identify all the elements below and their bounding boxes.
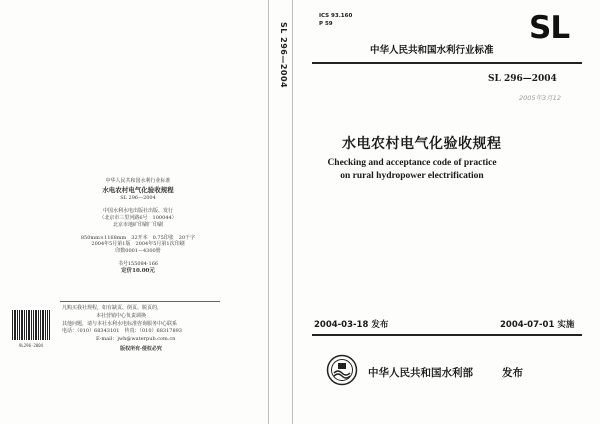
colophon-code: SL 296—2004 xyxy=(120,194,156,201)
issue-date: 2004-03-18 发布 xyxy=(314,320,389,330)
standard-code: SL 296—2004 xyxy=(488,74,557,84)
colophon-price: 定价10.00元 xyxy=(121,267,155,274)
notice-line: 凡购买我社规程，如有缺页、倒页、脱页的， xyxy=(62,305,163,311)
colophon-print-run: 印数0001—4300册 xyxy=(115,248,161,255)
colophon-edition: 2004年5月第1版 2004年5月第1次印刷 xyxy=(91,241,185,248)
notice-line: 电话：（010）68343101 传真：（010）68317893 xyxy=(62,328,182,335)
sl-logo: SL xyxy=(529,10,570,46)
standard-category: 中华人民共和国水利行业标准 xyxy=(370,45,494,56)
front-cover xyxy=(292,0,600,424)
spine-left-edge xyxy=(268,0,269,424)
barcode-number: 9L296-2004 xyxy=(18,343,44,348)
ccs-code: P 59 xyxy=(319,20,333,27)
spine-code: SL 296—2004 xyxy=(279,22,288,89)
title-english-line: Checking and acceptance code of practice xyxy=(327,158,497,168)
colophon-book-number: 书号155084·166 xyxy=(117,260,159,267)
publisher-name: 中华人民共和国水利部 xyxy=(368,367,473,379)
colophon-spec: 850mm×1168mm 32开本 0.75印张 20千字 xyxy=(80,234,196,241)
handwritten-note: 2005年3月12 xyxy=(519,94,561,102)
implementation-date: 2004-07-01 实施 xyxy=(500,320,575,330)
colophon xyxy=(70,178,206,275)
colophon-publisher: 中国水利水电出版社出版、发行 xyxy=(102,208,173,215)
ministry-emblem-icon xyxy=(326,354,358,386)
colophon-divider xyxy=(60,301,220,302)
publish-label: 发布 xyxy=(502,367,523,379)
title-english xyxy=(322,157,502,184)
back-cover xyxy=(0,0,268,424)
header-rule xyxy=(312,62,582,64)
notice-line: 本社营销中心负责调换 xyxy=(96,312,147,319)
notice-line: E-mail：jwh@waterpub.com.cn xyxy=(96,336,176,342)
colophon-title: 水电农村电气化验收规程 xyxy=(102,185,174,194)
title-english-line: on rural hydropower electrification xyxy=(340,171,484,182)
colophon-printer: 北京市地矿印刷厂印刷 xyxy=(112,221,163,228)
title-chinese: 水电农村电气化验收规程 xyxy=(342,136,502,152)
ics-code: ICS 93.160 xyxy=(319,13,353,19)
classification-codes xyxy=(319,13,352,29)
colophon-series: 中华人民共和国水利行业标准 xyxy=(105,178,171,184)
notice-line: 其他问题，请与本社水利水电标准咨询服务中心联系 xyxy=(62,320,178,327)
colophon-address: （北京市三里河路6号 100044） xyxy=(99,215,177,222)
barcode-image xyxy=(10,308,52,342)
rights-notice: 版权所有·侵权必究 xyxy=(120,345,162,352)
notice-block xyxy=(62,305,220,354)
footer-rule xyxy=(312,334,582,336)
